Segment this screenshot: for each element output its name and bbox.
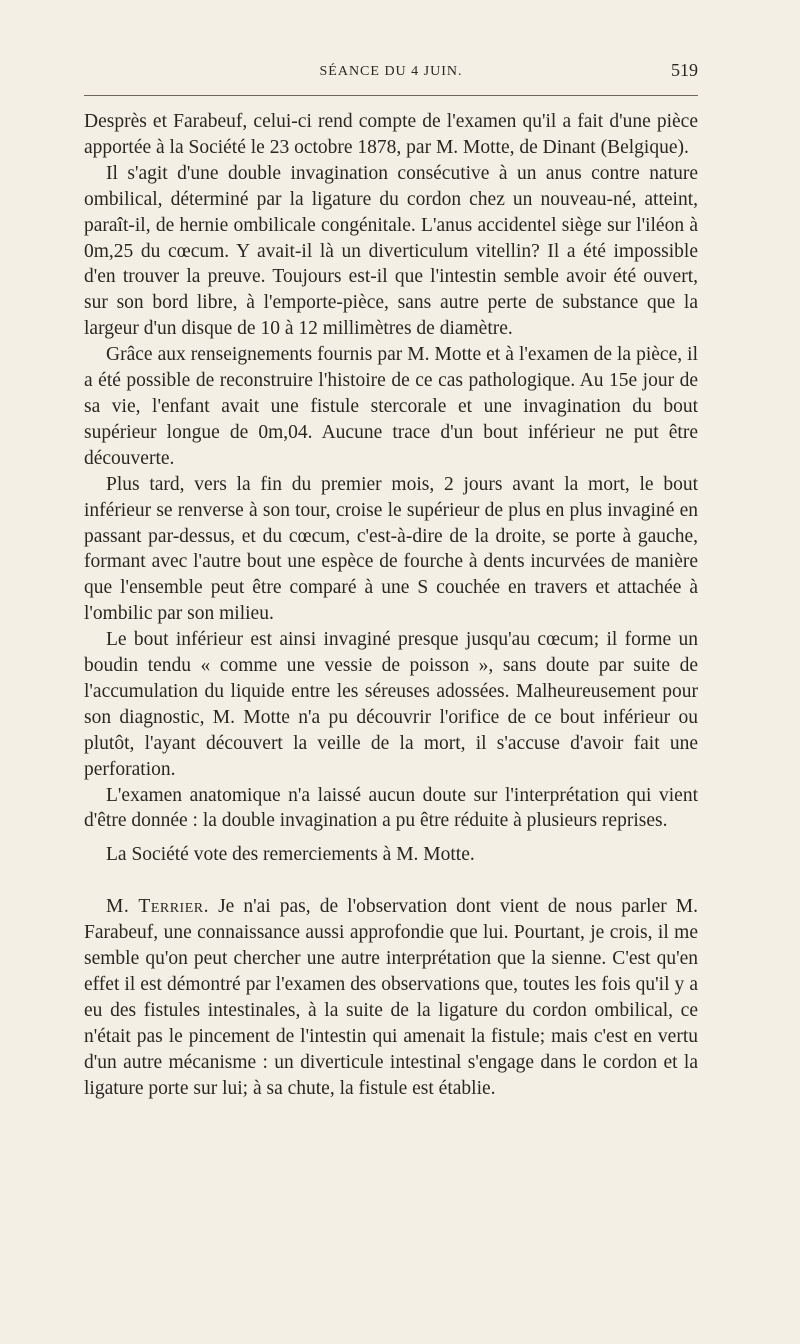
intervention-text: Je n'ai pas, de l'observation dont vient de nous parler M. Farabeuf, une connaissance aussi approfondie que lui. Pourtant, je crois, il me semble qu'on peut chercher une autre interprétation que la sienne. C'est qu'en effet il est démontré par l'examen des observations que, toutes les fois qu'il y a eu des fistules intestinales, à la suite de la ligature du cordon ombilical, ce n'était pas le pincement de l'intestin qui amenait la fistule; mais c'est en vertu d'un autre mécanisme : un diverticule intestinal s'engage dans le cordon et la ligature porte sur lui; à sa chute, la fistule est établie.	[84, 896, 699, 1099]
paragraph: Il s'agit d'une double invagination consécutive à un anus contre nature ombilical, déterminé par la ligature du cordon chez un nouveau-né, atteint, paraît-il, de hernie ombilicale congénitale. L'anus accidentel siège sur l'iléon à 0m,25 du cœcum. Y avait-il là un diverticulum vitellin? Il a été impossible d'en trouver la preuve. Toujours est-il que l'intestin semble avoir été ouvert, sur son bord libre, à l'emporte-pièce, sans autre perte de substance que la largeur d'un disque de 10 à 12 millimètres de diamètre.	[84, 162, 698, 340]
paragraph: Grâce aux renseignements fournis par M. Motte et à l'examen de la pièce, il a été possible de reconstruire l'histoire de ce cas pathologique. Au 15e jour de sa vie, l'enfant avait une fistule stercorale et une invagination du bout supérieur longue de 0m,04. Aucune trace d'un bout inférieur ne put être découverte.	[84, 344, 698, 469]
society-vote: La Société vote des remerciements à M. Motte.	[106, 844, 475, 866]
speaker-name: M. Terrier.	[106, 896, 209, 918]
running-header	[84, 58, 698, 88]
header-rule	[84, 95, 698, 96]
page-number: 519	[671, 60, 698, 80]
body-text	[84, 109, 698, 1102]
paragraph: Le bout inférieur est ainsi invaginé presque jusqu'au cœcum; il forme un boudin tendu « comme une vessie de poisson », sans doute par suite de l'accumulation du liquide entre les séreuses adossées. Malheureusement pour son diagnostic, M. Motte n'a pu découvrir l'orifice de ce bout inférieur ou plutôt, l'ayant découvert la veille de la mort, il s'accuse d'avoir fait une perforation.	[84, 629, 698, 780]
paragraph: L'examen anatomique n'a laissé aucun doute sur l'interprétation qui vient d'être donnée : la double invagination a pu être réduite à plusieurs reprises.	[84, 784, 698, 832]
paragraph-continuation: Desprès et Farabeuf, celui-ci rend compte de l'examen qu'il a fait d'une pièce apportée à la Société le 23 octobre 1878, par M. Motte, de Dinant (Belgique).	[84, 111, 698, 158]
book-page	[84, 58, 698, 1102]
paragraph: Plus tard, vers la fin du premier mois, 2 jours avant la mort, le bout inférieur se renverse à son tour, croise le supérieur de plus en plus invaginé en passant par-dessus, et du cœcum, c'est-à-dire de la droite, se porte à gauche, formant avec l'autre bout une espèce de fourche à dents incurvées de manière que l'ensemble peut être comparé à une S couchée en travers et attachée à l'ombilic par son milieu.	[84, 473, 698, 625]
running-title: SÉANCE DU 4 JUIN.	[319, 64, 463, 79]
terrier-intervention	[84, 894, 698, 1101]
